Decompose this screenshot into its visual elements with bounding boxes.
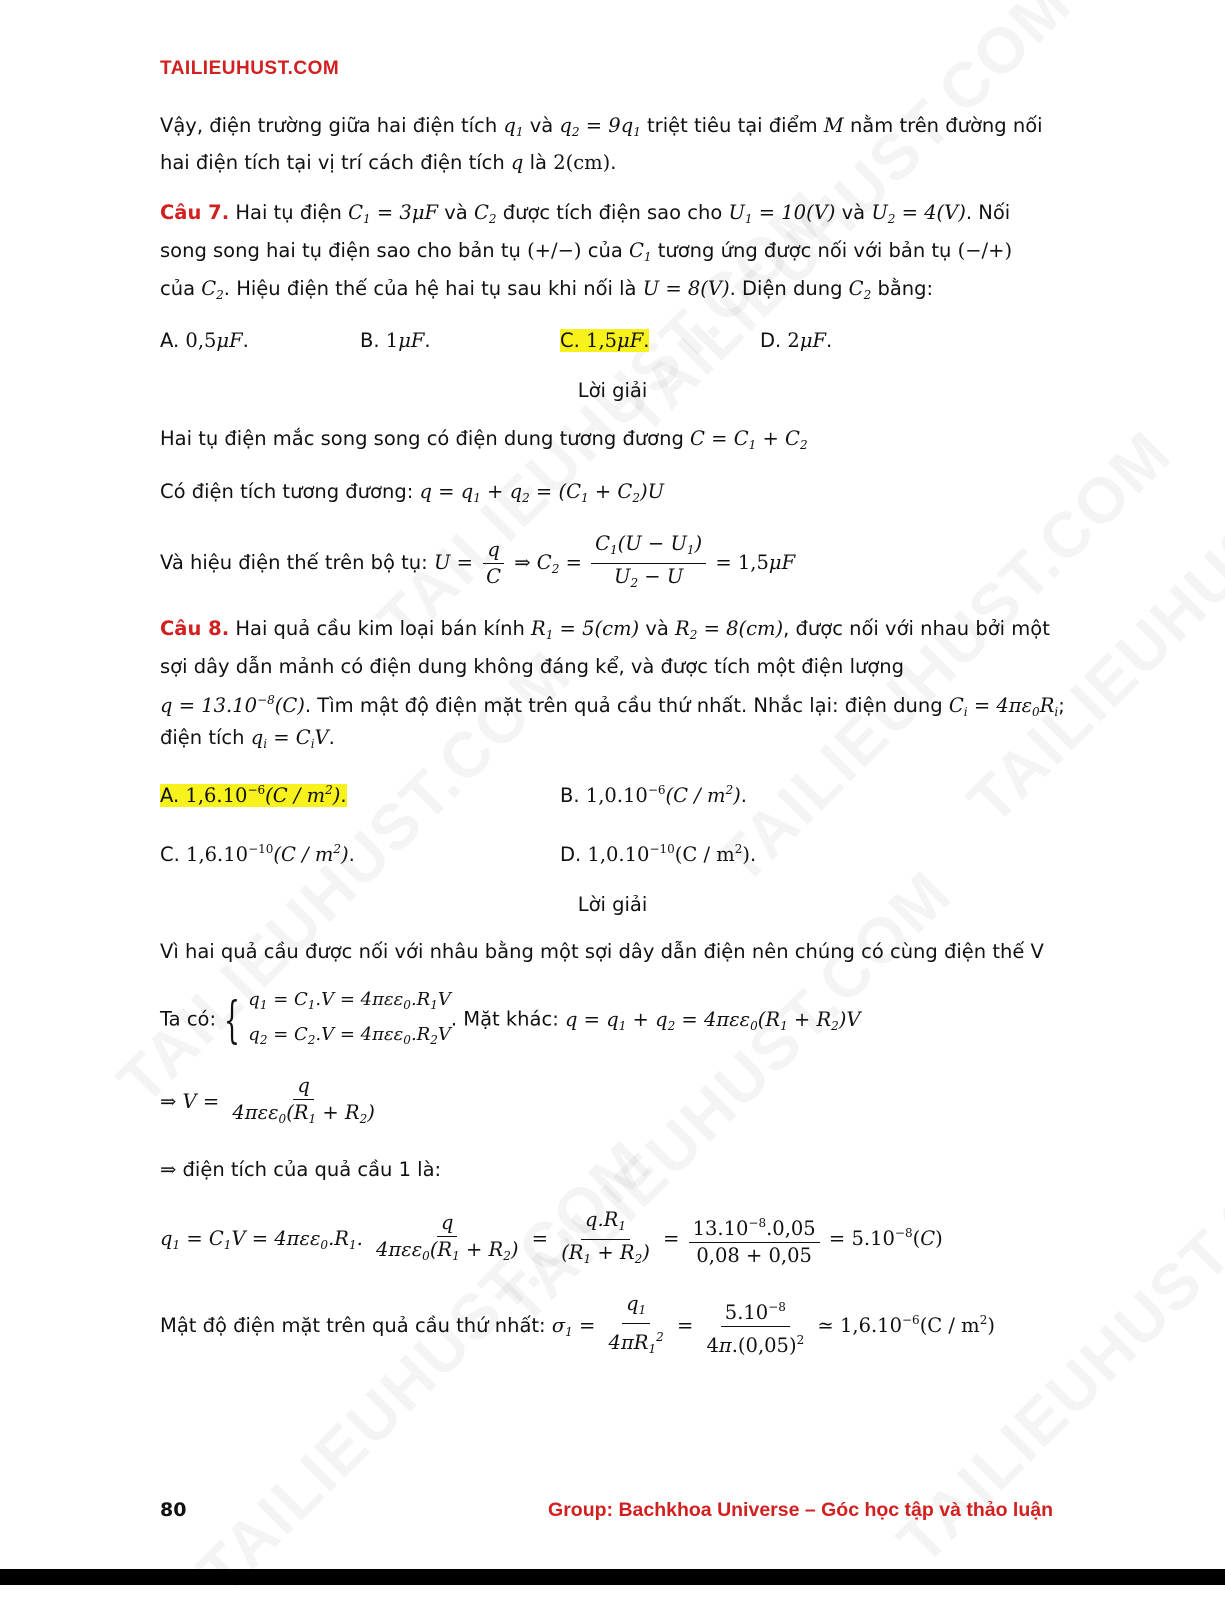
q8-solution-line-6: Mật độ điện mặt trên quả cầu thứ nhất: $\sigma_1$ = $\frac{q_1}{4\pi R_1^2}$ = $\frac{5.10^{-8}}{4\pi.(0,05)^2}$ ≃ $1,6.10^{-6}(C / m^2)$ bbox=[160, 1292, 995, 1357]
q8-solution-line-3: ⇒ V = $\frac{q}{4\pi\varepsilon\varepsilon_0(R_1 + R_2)}$ bbox=[160, 1074, 375, 1126]
q8-solution-line-1: Vì hai quả cầu được nối với nhâu bằng một sợi dây dẫn điện nên chúng có cùng điện thế V bbox=[160, 940, 1044, 963]
intro-line-1: Vậy, điện trường giữa hai điện tích $q_1$ và $q_2 = 9q_1$ triệt tiêu tại điểm M nằm trên đường nối bbox=[160, 114, 1043, 139]
q7-solution-line-3: Và hiệu điện thế trên bộ tụ: U = $\frac{q}{C}$ ⇒ $C_2$ = $\frac{C_1(U - U_1)}{U_2 - U}$ = 1,5μF bbox=[160, 532, 796, 590]
q8-line-2: sợi dây dẫn mảnh có điện dung không đáng kể, và được tích một điện lượng bbox=[160, 655, 905, 678]
q7-line-2: song song hai tụ điện sao cho bản tụ (+/−) của $C_1$ tương ứng được nối với bản tụ (−/+) bbox=[160, 239, 1013, 264]
q7-option-a[interactable]: A. 0,5μF. bbox=[160, 329, 249, 352]
q7-line-3: của $C_2$. Hiệu điện thế của hệ hai tụ sau khi nối là U = 8(V). Diện dung $C_2$ bằng: bbox=[160, 277, 934, 302]
q8-option-d[interactable]: D. $1,0.10^{-10}(C / m^2)$. bbox=[560, 842, 757, 866]
watermark bbox=[183, 1126, 665, 1608]
q7-option-b[interactable]: B. 1μF. bbox=[360, 329, 431, 352]
q8-solution-title: Lời giải bbox=[577, 893, 648, 916]
footer-group[interactable]: Group: Bachkhoa Universe – Góc học tập và thảo luận bbox=[548, 1499, 1053, 1521]
q8-option-c[interactable]: C. $1,6.10^{-10}(C / m^2)$. bbox=[160, 842, 355, 866]
page-number: 80 bbox=[160, 1499, 187, 1521]
q8-line-3: $q = 13.10^{-8}(C)$. Tìm mật độ điện mặt trên quả cầu thứ nhất. Nhắc lại: điện dung $C_i = 4\pi\varepsilon_0R_i$; bbox=[160, 693, 1065, 719]
q7-solution-line-2: Có điện tích tương đương: $q = q_1 + q_2 = (C_1 + C_2)U$ bbox=[160, 480, 664, 505]
bottom-bar bbox=[0, 1569, 1225, 1585]
q7-solution-title: Lời giải bbox=[577, 379, 648, 402]
q7-label: Câu 7. bbox=[160, 201, 230, 224]
q8-solution-line-2: Ta có: { $q_1 = C_1.V = 4\pi\varepsilon\varepsilon_0.R_1V$ $q_2 = C_2.V = 4\pi\varepsilon\varepsilon_0.R_2V$ . Mặt khác: $q = q_1 + q_2 = 4\pi\varepsilon\varepsilon_0(R_1 + R_2)V$ bbox=[160, 989, 861, 1049]
q7-solution-line-1: Hai tụ điện mắc song song có điện dung tương đương $C = C_1 + C_2$ bbox=[160, 427, 808, 452]
site-header[interactable]: TAILIEUHUST.COM bbox=[160, 58, 340, 79]
q8-option-a[interactable]: A. $1,6.10^{-6}(C / m^2)$. bbox=[160, 783, 347, 807]
q8-solution-line-4: ⇒ điện tích của quả cầu 1 là: bbox=[160, 1158, 442, 1181]
q8-solution-line-5: $q_1 = C_1V = 4\pi\varepsilon\varepsilon_0.R_1$. $\frac{q}{4\pi\varepsilon\varepsilon_0(R_1 + R_2)}$ = $\frac{q.R_1}{(R_1 + R_2)}$ = $\frac{13.10^{-8}.0,05}{0,08 + 0,05}$ = $5.10^{-8}(C)$ bbox=[160, 1208, 943, 1267]
q8-label: Câu 8. bbox=[160, 617, 230, 640]
q7-line-1: Câu 7. Hai tụ điện $C_1 = 3\mu F$ và $C_2$ được tích điện sao cho $U_1 = 10(V)$ và $U_2 = 4(V)$. Nối bbox=[160, 201, 1011, 226]
q7-option-d[interactable]: D. 2μF. bbox=[760, 329, 833, 352]
q8-line-1: Câu 8. Hai quả cầu kim loại bán kính $R_1 = 5(cm)$ và $R_2 = 8(cm)$, được nối với nhau bởi một bbox=[160, 617, 1050, 642]
q8-option-b[interactable]: B. $1,0.10^{-6}(C / m^2)$. bbox=[560, 783, 747, 807]
q8-line-4: điện tích $q_i = C_iV$. bbox=[160, 726, 335, 751]
intro-line-2: hai điện tích tại vị trí cách điện tích q là 2(cm). bbox=[160, 151, 617, 174]
q7-option-c[interactable]: C. 1,5μF. bbox=[560, 329, 650, 352]
